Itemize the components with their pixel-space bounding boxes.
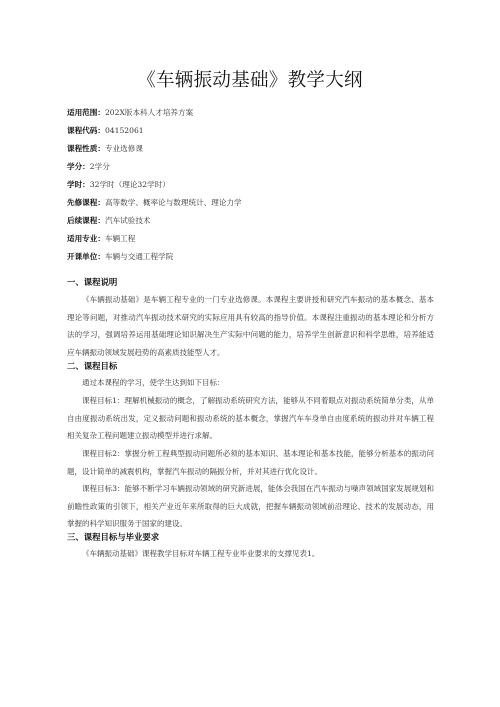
info-value: 专业选修课 bbox=[104, 144, 143, 153]
info-row-followup bbox=[67, 212, 447, 230]
info-value: 202X版本科人才培养方案 bbox=[104, 108, 194, 117]
info-label: 学时： bbox=[67, 180, 90, 189]
objective-2-paragraph: 课程目标2：掌握分析工程典型振动问题所必须的基本知识、基本理论和基本技能，能够分析基本的振动问题，设计简单的减震机构，掌握汽车振动的隔振分析，并对其进行优化设计。 bbox=[67, 449, 434, 476]
info-label: 开课单位： bbox=[67, 252, 105, 261]
info-label: 课程代码： bbox=[67, 126, 105, 135]
info-row-department bbox=[67, 248, 447, 266]
section-heading-graduation-requirements: 三、课程目标与毕业要求 bbox=[67, 532, 160, 542]
info-value: 04152061 bbox=[104, 126, 144, 135]
info-value: 2学分 bbox=[89, 162, 110, 171]
info-label: 课程性质： bbox=[67, 144, 105, 153]
info-value: 32学时（理论32学时） bbox=[89, 180, 170, 189]
section-heading-course-description: 一、课程说明 bbox=[67, 277, 118, 287]
document-title: 《车辆振动基础》教学大纲 bbox=[137, 70, 363, 91]
objective-1-paragraph: 课程目标1：理解机械振动的概念，了解振动系统研究方法，能够从不同着眼点对振动系统简单分类，从单自由度振动系统出发，定义振动问题和振动系统的基本概念，掌握汽车车身单自由度系统的振动并对车辆工程相关复杂工程问题建立振动模型并进行求解。 bbox=[67, 396, 434, 440]
objective-3-paragraph: 课程目标3：能够不断学习车辆振动领域的研究新进展，能体会我国在汽车振动与噪声领域国家发展规划和前瞻性政策的引领下，相关产业近年来所取得的巨大成就，把握车辆振动领域前沿理论、技术的发展动态，用掌握的科学知识服务于国家的建设。 bbox=[67, 484, 434, 528]
info-label: 适用范围： bbox=[67, 108, 105, 117]
course-info-list bbox=[67, 104, 447, 266]
info-row-hours bbox=[67, 176, 447, 194]
info-row-nature bbox=[67, 140, 447, 158]
info-label: 先修课程： bbox=[67, 198, 105, 207]
info-value: 汽车试验技术 bbox=[104, 216, 151, 225]
info-row-code bbox=[67, 122, 447, 140]
info-label: 学分： bbox=[67, 162, 90, 171]
graduation-requirements-paragraph: 《车辆振动基础》课程教学目标对车辆工程专业毕业要求的支撑见表1。 bbox=[82, 549, 320, 558]
objectives-intro-paragraph: 通过本课程的学习，使学生达到如下目标： bbox=[82, 378, 225, 387]
info-value: 车辆与交通工程学院 bbox=[104, 252, 174, 261]
info-label: 后续课程： bbox=[67, 216, 105, 225]
info-label: 适用专业： bbox=[67, 234, 105, 243]
info-value: 车辆工程 bbox=[104, 234, 136, 243]
section-heading-course-objectives: 二、课程目标 bbox=[67, 361, 118, 371]
info-row-scope bbox=[67, 104, 447, 122]
info-row-prerequisites bbox=[67, 194, 447, 212]
course-description-paragraph: 《车辆振动基础》是车辆工程专业的一门专业选修课。本课程主要讲授和研究汽车振动的基本概念、基本理论等问题，对推动汽车振动技术研究的实际应用具有较高的指导价值。本课程注重振动的基本理论和分析方法的学习，强调培养运用基础理论知识解决生产实际中问题的能力，培养学生创新意识和科学思维，培养能适应车辆振动领域发展趋势的高素质技能型人才。 bbox=[67, 295, 434, 357]
info-row-credits bbox=[67, 158, 447, 176]
info-row-major bbox=[67, 230, 447, 248]
info-value: 高等数学、概率论与数理统计、理论力学 bbox=[104, 198, 242, 207]
